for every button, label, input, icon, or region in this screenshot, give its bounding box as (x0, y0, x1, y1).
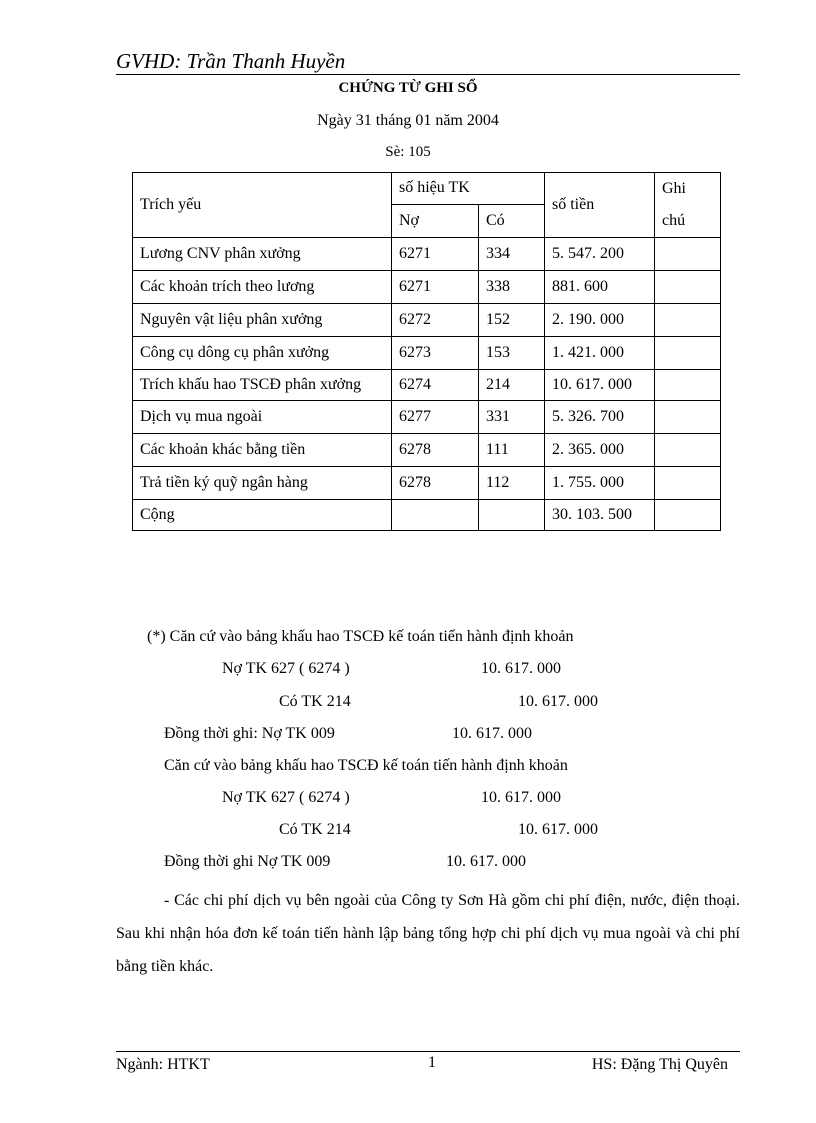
row-amount: 1. 421. 000 (545, 337, 655, 370)
table-header-row (133, 173, 721, 205)
row-summary: Trả tiền ký quỹ ngân hàng (133, 467, 392, 500)
footer-student: HS: Đặng Thị Quyên (591, 1056, 728, 1073)
entry-intro-1: (*) Căn cứ vào bảng khấu hao TSCĐ kế toán tiến hành định khoản (147, 628, 574, 645)
table-row (133, 434, 721, 467)
row-credit: 153 (479, 337, 545, 370)
row-debit: 6271 (392, 271, 479, 304)
row-summary: Lương CNV phân xưởng (133, 238, 392, 271)
row-debit: 6271 (392, 238, 479, 271)
entry-credit-1-label: Có TK 214 (279, 693, 351, 710)
row-debit: 6273 (392, 337, 479, 370)
table-row (133, 467, 721, 500)
body-paragraph: - Các chi phí dịch vụ bên ngoài của Công ty Sơn Hà gồm chi phí điện, nước, điện thoại. Sau khi nhận hóa đơn kế toán tiến hành lập bảng tổng hợp chi phí dịch vụ mua ngoài và chi phí bằng tiền khác. (116, 892, 740, 975)
row-note (655, 434, 721, 467)
row-amount: 881. 600 (545, 271, 655, 304)
row-note (655, 238, 721, 271)
header-summary: Trích yếu (133, 173, 392, 238)
row-summary: Các khoản trích theo lương (133, 271, 392, 304)
row-note (655, 370, 721, 401)
row-amount: 1. 755. 000 (545, 467, 655, 500)
row-note (655, 337, 721, 370)
document-serial: Sè: 105 (385, 144, 431, 160)
page-header (116, 48, 740, 75)
row-summary: Công cụ dông cụ phân xưởng (133, 337, 392, 370)
header-amount: số tiền (545, 173, 655, 238)
row-credit: 152 (479, 304, 545, 337)
table-row (133, 304, 721, 337)
page-number: 1 (428, 1054, 436, 1071)
table-row (133, 370, 721, 401)
table-row (133, 271, 721, 304)
row-debit: 6274 (392, 370, 479, 401)
footer-major: Ngành: HTKT (116, 1056, 210, 1073)
table-row (133, 238, 721, 271)
row-credit: 331 (479, 401, 545, 434)
row-amount: 10. 617. 000 (545, 370, 655, 401)
row-summary: Trích khấu hao TSCĐ phân xưởng (133, 370, 392, 401)
row-amount: 5. 326. 700 (545, 401, 655, 434)
row-credit: 338 (479, 271, 545, 304)
entry-credit-2-label: Có TK 214 (279, 821, 351, 838)
table-total-row (133, 500, 721, 531)
row-credit: 214 (479, 370, 545, 401)
entry-simul-2-amount: 10. 617. 000 (446, 853, 526, 870)
table-row (133, 337, 721, 370)
total-label: Cộng (133, 500, 392, 531)
row-note (655, 467, 721, 500)
row-debit: 6278 (392, 434, 479, 467)
document-title: CHỨNG TỪ GHI SỔ (338, 80, 478, 96)
entry-intro-2: Căn cứ vào bảng khấu hao TSCĐ kế toán tiến hành định khoản (164, 757, 568, 774)
row-note (655, 304, 721, 337)
row-debit: 6277 (392, 401, 479, 434)
entry-debit-2-label: Nợ TK 627 ( 6274 ) (222, 789, 350, 806)
total-note (655, 500, 721, 531)
row-amount: 5. 547. 200 (545, 238, 655, 271)
entry-debit-1-label: Nợ TK 627 ( 6274 ) (222, 660, 350, 677)
entry-debit-2-amount: 10. 617. 000 (481, 789, 561, 806)
row-amount: 2. 190. 000 (545, 304, 655, 337)
row-debit: 6278 (392, 467, 479, 500)
entry-simul-2-label: Đồng thời ghi Nợ TK 009 (164, 853, 331, 870)
header-debit: Nợ (392, 204, 479, 237)
row-amount: 2. 365. 000 (545, 434, 655, 467)
row-note (655, 271, 721, 304)
row-credit: 112 (479, 467, 545, 500)
row-summary: Các khoản khác bằng tiền (133, 434, 392, 467)
row-note (655, 401, 721, 434)
entry-credit-1-amount: 10. 617. 000 (518, 693, 598, 710)
entry-credit-2-amount: 10. 617. 000 (518, 821, 598, 838)
row-credit: 334 (479, 238, 545, 271)
ledger-table (132, 172, 721, 531)
total-amount: 30. 103. 500 (545, 500, 655, 531)
header-note: Ghi chú (655, 173, 721, 238)
document-date: Ngày 31 tháng 01 năm 2004 (317, 112, 499, 129)
entry-debit-1-amount: 10. 617. 000 (481, 660, 561, 677)
header-credit: Có (479, 204, 545, 237)
header-account-no: số hiệu TK (392, 173, 545, 205)
total-debit (392, 500, 479, 531)
instructor-name: GVHD: Trần Thanh Huyền (116, 49, 346, 73)
entry-simul-1-label: Đồng thời ghi: Nợ TK 009 (164, 725, 335, 742)
row-credit: 111 (479, 434, 545, 467)
row-summary: Nguyên vật liệu phân xưởng (133, 304, 392, 337)
row-debit: 6272 (392, 304, 479, 337)
total-credit (479, 500, 545, 531)
page-footer (116, 1051, 740, 1073)
row-summary: Dịch vụ mua ngoài (133, 401, 392, 434)
entry-simul-1-amount: 10. 617. 000 (452, 725, 532, 742)
table-row (133, 401, 721, 434)
